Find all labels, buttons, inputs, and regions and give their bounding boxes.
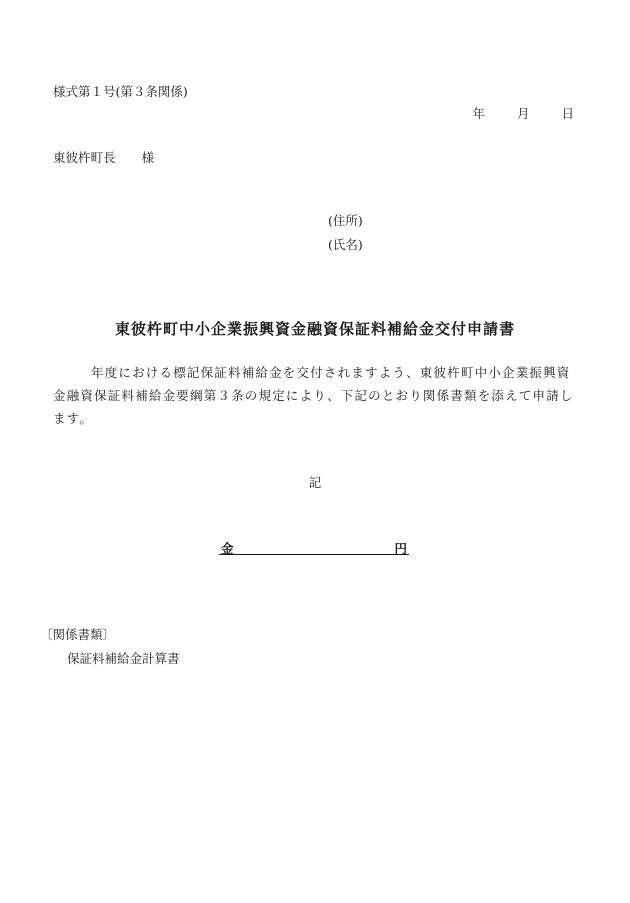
- amount-suffix: 円: [394, 541, 407, 556]
- document-title: 東彼杵町中小企業振興資金融資保証料補給金交付申請書: [114, 320, 515, 338]
- addressee: [53, 148, 154, 166]
- date-line: [472, 104, 574, 122]
- applicant-address-label: (住所): [328, 213, 363, 228]
- applicant-name-label: (氏名): [328, 237, 363, 252]
- addressee-name: 東彼杵町長: [53, 150, 116, 165]
- amount-prefix: 金: [221, 541, 234, 556]
- form-number: 様式第１号(第３条関係): [53, 84, 188, 99]
- addressee-honorific: 様: [141, 150, 155, 165]
- date-year: 年: [472, 106, 485, 121]
- date-day: 日: [561, 106, 574, 121]
- date-month: 月: [516, 106, 530, 121]
- related-documents-header: 〔関係書類〕: [40, 627, 116, 642]
- related-document-item: 保証料補給金計算書: [67, 651, 180, 666]
- body-text: 年度における標記保証料補給金を交付されますよう、東彼杵町中小企業振興資金融資保証料補給金要綱第３条の規定により、下記のとおり関係書類を添えて申請します。: [53, 365, 574, 426]
- ki-marker: 記: [308, 475, 322, 490]
- amount-line: [219, 539, 409, 555]
